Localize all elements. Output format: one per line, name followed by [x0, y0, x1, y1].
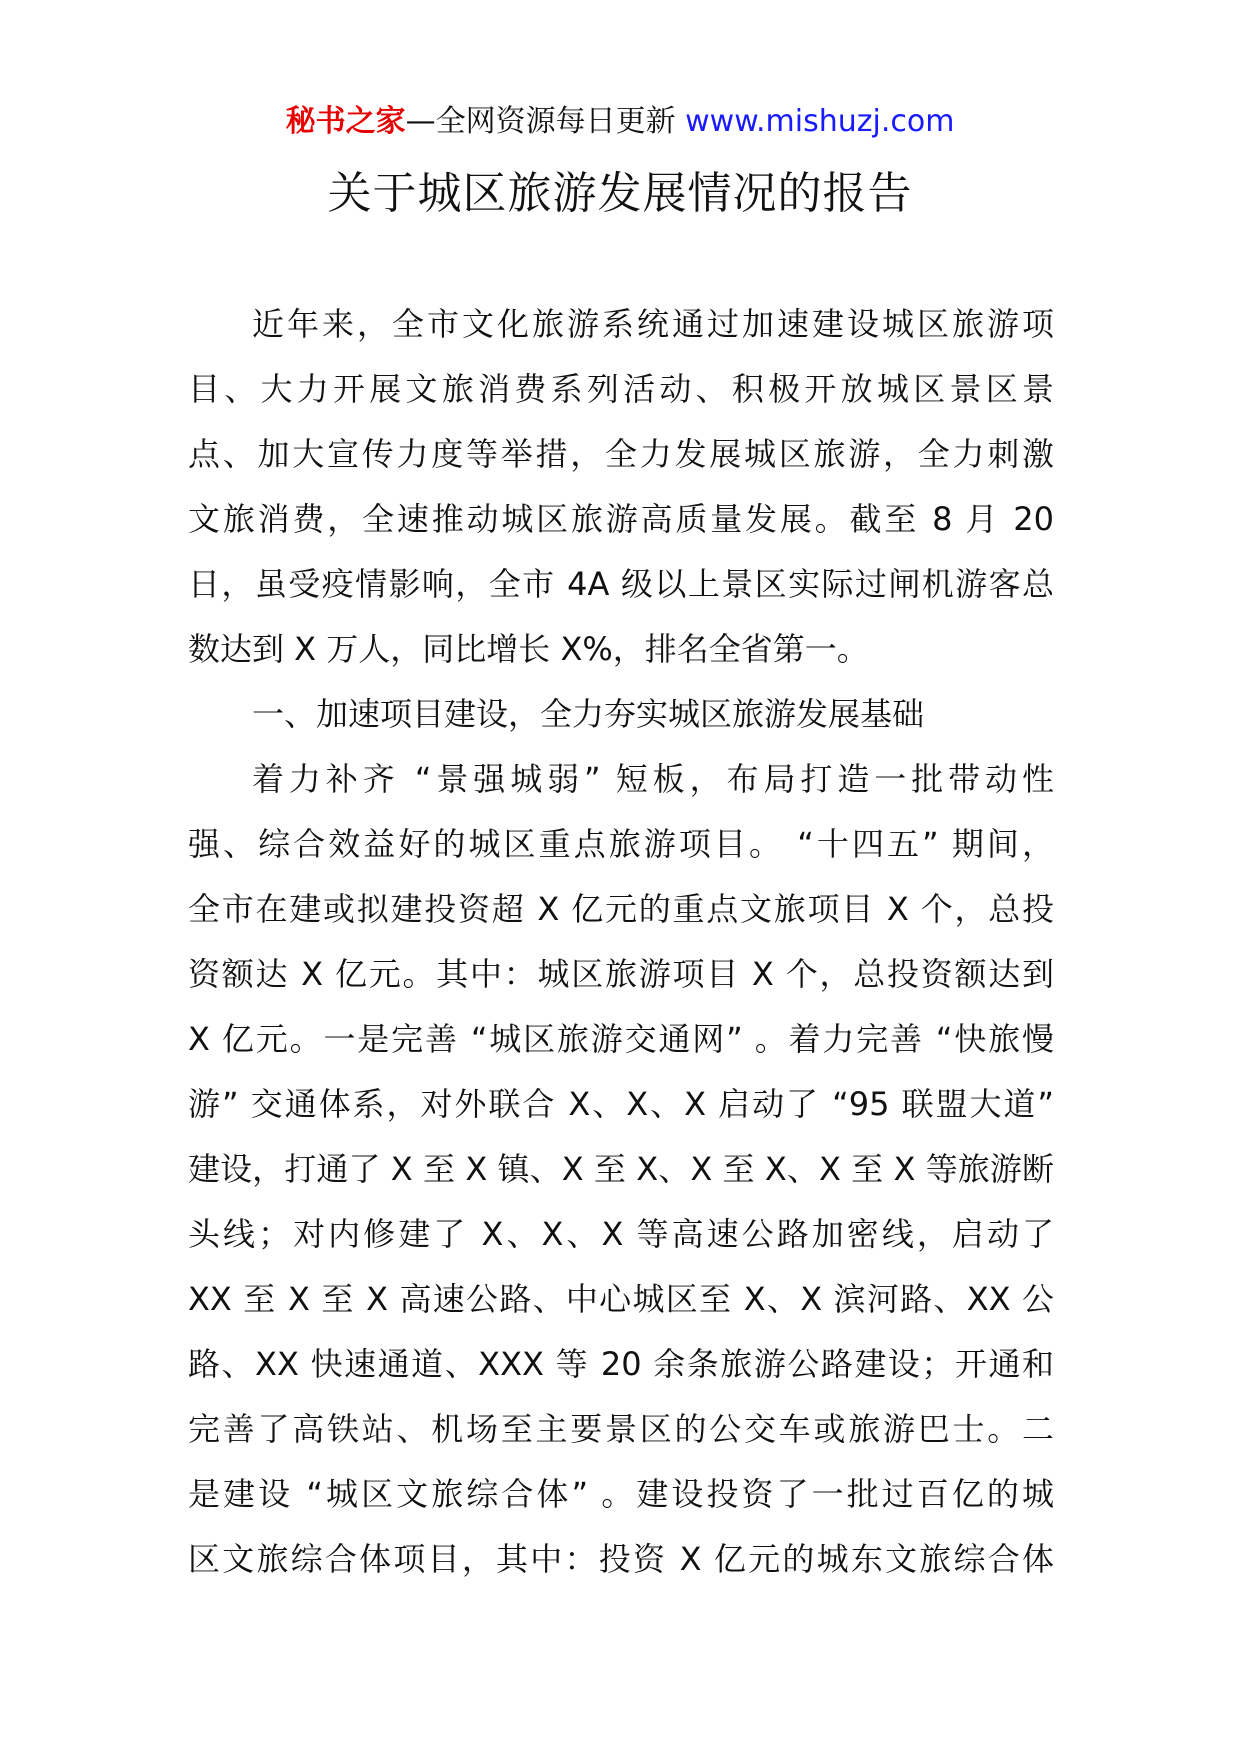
document-title: 关于城区旅游发展情况的报告 — [327, 168, 913, 219]
body-line: 全市在建或拟建投资超 X 亿元的重点文旅项目 X 个，总投 — [188, 890, 1054, 928]
body-line: 数达到 X 万人，同比增长 X%，排名全省第一。 — [188, 630, 869, 668]
body-line: 区文旅综合体项目，其中：投资 X 亿元的城东文旅综合体 — [188, 1540, 1054, 1578]
body-line: 资额达 X 亿元。其中：城区旅游项目 X 个，总投资额达到 — [188, 955, 1054, 993]
body-line: 建设，打通了 X 至 X 镇、X 至 X、X 至 X、X 至 X 等旅游断 — [188, 1150, 1054, 1188]
body-line: 着力补齐 “景强城弱” 短板，布局打造一批带动性 — [252, 760, 1054, 798]
body-line: 文旅消费，全速推动城区旅游高质量发展。截至 8 月 20 — [188, 500, 1054, 538]
site-banner — [0, 100, 1240, 144]
body-line: 头线；对内修建了 X、X、X 等高速公路加密线，启动了 — [188, 1215, 1054, 1253]
brand-name: 秘书之家 — [285, 104, 406, 139]
body-line: X 亿元。一是完善 “城区旅游交通网” 。着力完善 “快旅慢 — [188, 1020, 1054, 1058]
body-line: 路、XX 快速通道、XXX 等 20 余条旅游公路建设；开通和 — [188, 1345, 1054, 1383]
body-line: 是建设 “城区文旅综合体” 。建设投资了一批过百亿的城 — [188, 1475, 1054, 1513]
banner-slogan: —全网资源每日更新 — [405, 104, 676, 139]
body-line: 日，虽受疫情影响，全市 4A 级以上景区实际过闸机游客总 — [188, 565, 1054, 603]
body-line: 目、大力开展文旅消费系列活动、积极开放城区景区景 — [188, 370, 1054, 408]
section-heading: 一、加速项目建设，全力夯实城区旅游发展基础 — [252, 695, 925, 733]
body-line: 游” 交通体系，对外联合 X、X、X 启动了 “95 联盟大道” — [188, 1085, 1054, 1123]
body-line: XX 至 X 至 X 高速公路、中心城区至 X、X 滨河路、XX 公 — [188, 1280, 1054, 1318]
site-url-link[interactable]: www.mishuzj.com — [685, 104, 955, 139]
body-line: 点、加大宣传力度等举措，全力发展城区旅游，全力刺激 — [188, 435, 1054, 473]
body-line: 近年来，全市文化旅游系统通过加速建设城区旅游项 — [252, 305, 1054, 343]
body-line: 强、综合效益好的城区重点旅游项目。 “十四五” 期间， — [188, 825, 1054, 863]
body-line: 完善了高铁站、机场至主要景区的公交车或旅游巴士。二 — [188, 1410, 1054, 1448]
document-body — [188, 292, 1054, 1592]
